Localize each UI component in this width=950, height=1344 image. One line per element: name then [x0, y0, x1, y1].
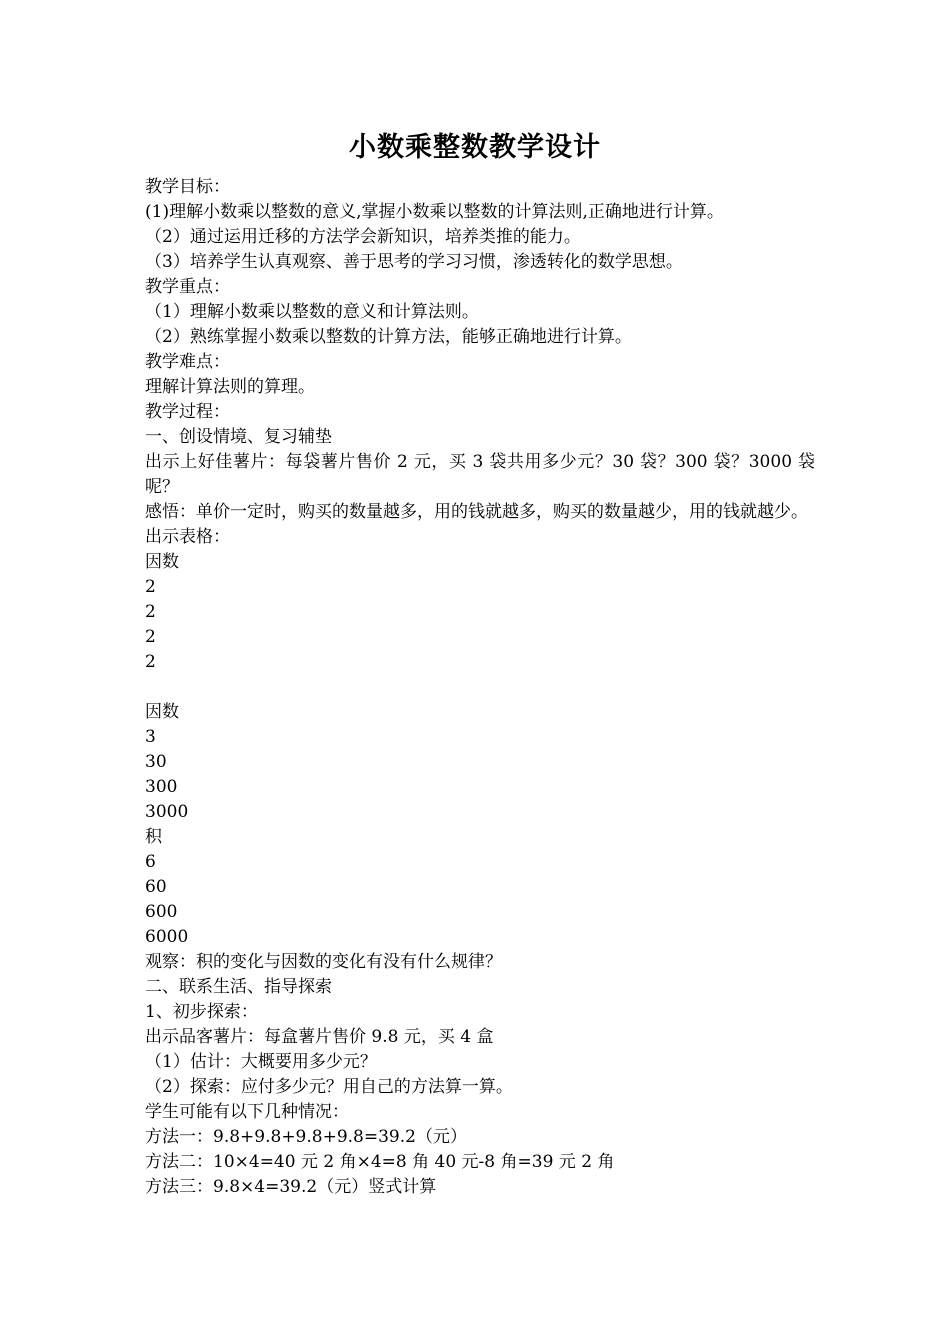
key-point-item-1: （1）理解小数乘以整数的意义和计算法则。 [145, 302, 479, 322]
table-cell: 6 [145, 852, 156, 872]
observation-question: 观察：积的变化与因数的变化有没有什么规律？ [145, 952, 502, 972]
table-header-product: 积 [145, 827, 162, 847]
table-cell: 30 [145, 752, 167, 772]
table-cell: 3 [145, 727, 156, 747]
method-2: 方法二：10×4=40 元 2 角×4=8 角 40 元-8 角=39 元 2 角 [145, 1152, 615, 1172]
objective-item-2: （2）通过运用迁移的方法学会新知识，培养类推的能力。 [145, 227, 581, 247]
paragraph-pringles: 出示品客薯片：每盒薯片售价 9.8 元，买 4 盒 [145, 1027, 494, 1047]
table-cell: 2 [145, 577, 156, 597]
student-cases-intro: 学生可能有以下几种情况： [145, 1102, 349, 1122]
paragraph-chips-question: 出示上好佳薯片：每袋薯片售价 2 元，买 3 袋共用多少元？30 袋？300 袋？3000 袋呢？ [145, 452, 815, 497]
question-estimate: （1）估计：大概要用多少元？ [145, 1052, 377, 1072]
process-step-2-heading: 二、联系生活、指导探索 [145, 977, 332, 997]
document-body [145, 175, 815, 1200]
table-cell: 300 [145, 777, 178, 797]
table-header-factor-1: 因数 [145, 552, 179, 572]
table-cell: 600 [145, 902, 178, 922]
section-heading-difficulties: 教学难点： [145, 352, 230, 372]
objective-item-3: （3）培养学生认真观察、善于思考的学习习惯，渗透转化的数学思想。 [145, 252, 683, 272]
subsection-initial-exploration: 1、初步探索： [145, 1002, 258, 1022]
question-explore: （2）探索：应付多少元？用自己的方法算一算。 [145, 1077, 513, 1097]
table-cell: 60 [145, 877, 167, 897]
objective-item-1: (1)理解小数乘以整数的意义,掌握小数乘以整数的计算法则,正确地进行计算。 [145, 202, 724, 222]
key-point-item-2: （2）熟练掌握小数乘以整数的计算方法，能够正确地进行计算。 [145, 327, 632, 347]
document-title: 小数乘整数教学设计 [349, 132, 601, 163]
table-cell: 2 [145, 627, 156, 647]
table-cell: 2 [145, 602, 156, 622]
method-3: 方法三：9.8×4=39.2（元）竖式计算 [145, 1177, 437, 1197]
section-heading-key-points: 教学重点： [145, 277, 230, 297]
section-heading-objectives: 教学目标： [145, 177, 230, 197]
section-heading-process: 教学过程： [145, 402, 230, 422]
process-step-1-heading: 一、创设情境、复习辅垫 [145, 427, 332, 447]
table-cell: 2 [145, 652, 156, 672]
difficulty-item: 理解计算法则的算理。 [145, 377, 315, 397]
method-1: 方法一：9.8+9.8+9.8+9.8=39.2（元） [145, 1127, 467, 1147]
table-cell: 6000 [145, 927, 189, 947]
table-intro: 出示表格： [145, 527, 230, 547]
table-header-factor-2: 因数 [145, 702, 179, 722]
blank-line [145, 675, 815, 700]
paragraph-insight: 感悟：单价一定时，购买的数量越多，用的钱就越多，购买的数量越少，用的钱就越少。 [145, 502, 808, 522]
table-cell: 3000 [145, 802, 189, 822]
